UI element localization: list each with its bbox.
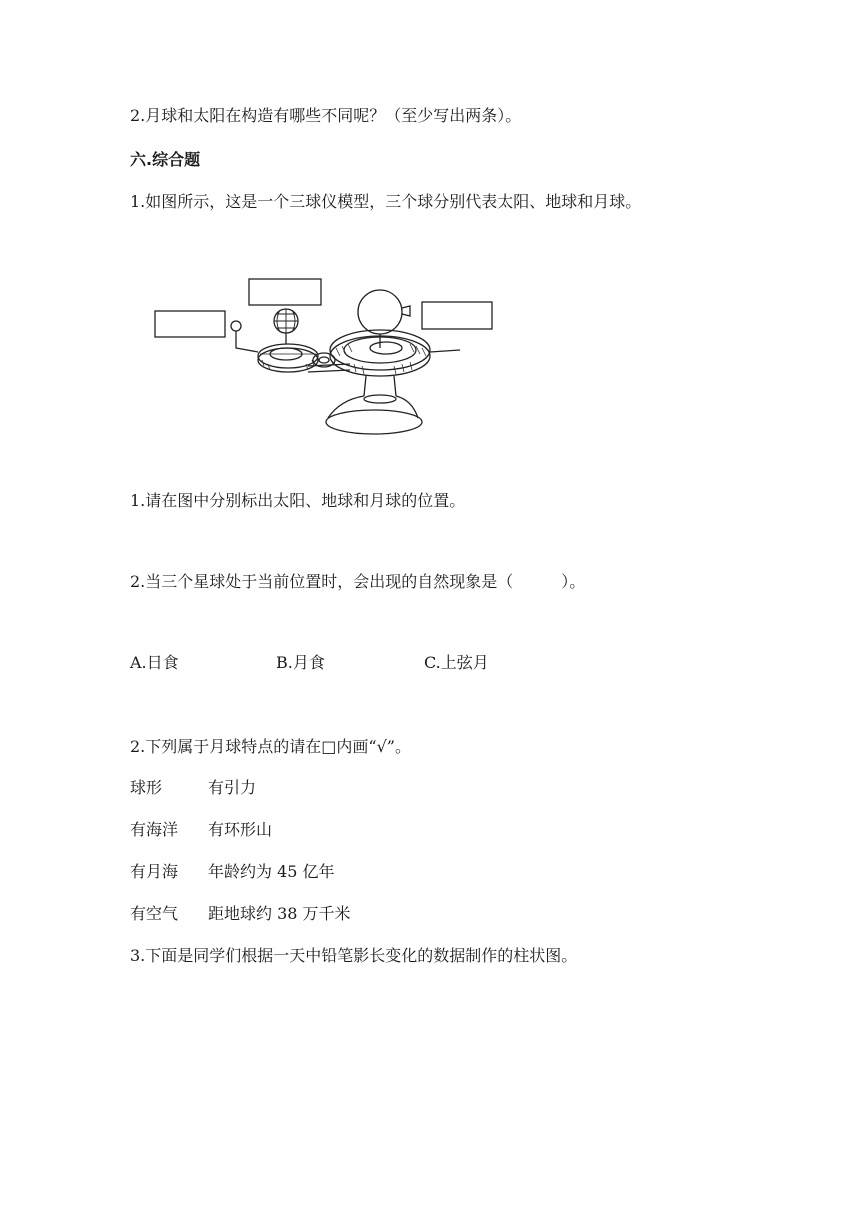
option-c[interactable]: C.上弦月 — [424, 653, 489, 672]
trait-right[interactable]: 有环形山 — [208, 820, 273, 839]
trait-right[interactable]: 距地球约 38 万千米 — [208, 904, 351, 923]
trait-left[interactable]: 有月海 — [130, 862, 179, 881]
trait-right[interactable]: 年龄约为 45 亿年 — [208, 862, 335, 881]
option-a[interactable]: A.日食 — [130, 653, 179, 672]
question-3: 3.下面是同学们根据一天中铅笔影长变化的数据制作的柱状图。 — [130, 946, 578, 965]
question-1: 1.如图所示，这是一个三球仪模型，三个球分别代表太阳、地球和月球。 — [130, 192, 642, 211]
question-2: 2.下列属于月球特点的请在□内画“√”。 — [130, 737, 411, 756]
trait-left[interactable]: 有海洋 — [130, 820, 179, 839]
trait-left[interactable]: 球形 — [130, 778, 163, 797]
label-box-right[interactable] — [422, 302, 492, 329]
orrery-figure — [150, 268, 500, 440]
option-b[interactable]: B.月食 — [276, 653, 325, 672]
section-heading: 六.综合题 — [130, 150, 201, 169]
trait-right[interactable]: 有引力 — [208, 778, 257, 797]
small-ball — [231, 321, 241, 331]
question-2-prev: 2.月球和太阳在构造有哪些不同呢？（至少写出两条）。 — [130, 106, 522, 125]
label-box-middle[interactable] — [249, 279, 321, 305]
sub-question-2: 2.当三个星球处于当前位置时，会出现的自然现象是（ ）。 — [130, 572, 586, 591]
sun-sphere — [358, 290, 402, 334]
trait-left[interactable]: 有空气 — [130, 904, 179, 923]
sub-question-1: 1.请在图中分别标出太阳、地球和月球的位置。 — [130, 491, 466, 510]
label-box-left[interactable] — [155, 311, 225, 337]
